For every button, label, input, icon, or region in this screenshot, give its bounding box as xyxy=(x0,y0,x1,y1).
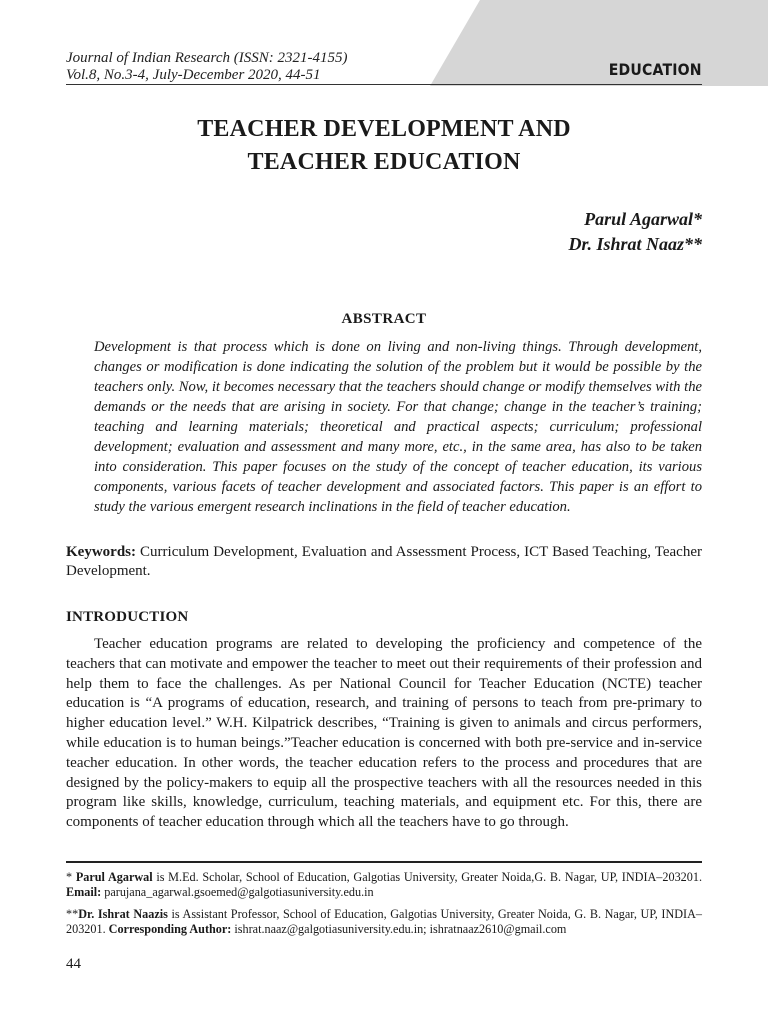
author-list xyxy=(568,207,702,257)
abstract-heading: ABSTRACT xyxy=(341,311,427,327)
journal-volume-line: Vol.8, No.3-4, July-December 2020, 44-51 xyxy=(66,67,321,83)
journal-citation xyxy=(66,50,347,84)
header-rule xyxy=(66,84,702,85)
footnote-marker: ** xyxy=(66,907,79,921)
author-1: Parul Agarwal* xyxy=(584,209,702,229)
journal-name-line: Journal of Indian Research (ISSN: 2321-4155) xyxy=(66,50,348,66)
footnote-author-2 xyxy=(66,907,702,937)
footnote-contact-label: Email: xyxy=(66,885,102,899)
paper-title xyxy=(66,113,702,179)
footnote-author-name: Parul Agarwal xyxy=(75,870,153,884)
footnote-description: is M.Ed. Scholar, School of Education, Galgotias University, Greater Noida,G. B. Nagar, UP, INDIA–203201. xyxy=(152,870,703,884)
introduction-text: Teacher education programs are related to developing the proficiency and competence of the teachers that can motivate and empower the teacher to meet out their requirements of their profession and help them to face the challenges. As per National Council for Teacher Education (NCTE) teacher education is “A programs of education, research, and training of persons to teach from pre-primary to higher education level.” W.H. Kilpatrick describes, “Training is given to animals and circus performers, while education is to human beings.”Teacher education is concerned with both pre-service and in-service teacher education. In other words, the teacher education refers to the process and procedures that are designed by the policy-makers to equip all the prospective teachers with all the resources needed in this program like skills, knowledge, curriculum, teaching materials, and equipment etc. For this, there are components of teacher education through which all the teachers have to go through. xyxy=(66,636,702,831)
footnote-author-1 xyxy=(66,870,702,900)
keywords-label: Keywords: xyxy=(66,544,136,560)
footnote-contact: ishrat.naaz@galgotiasuniversity.edu.in; ishratnaaz2610@gmail.com xyxy=(231,922,567,936)
abstract-text: Development is that process which is done on living and non-living things. Through development, changes or modification is done indicating the solution of the problem but it would be possible by the teachers only. Now, it becomes necessary that the teachers should change or modify themselves with the demands or the needs that are arising in society. For that change; change in the teacher’s training; teaching and learning materials; theoretical and practical aspects; curriculum; professional development; evaluation and assessment and many more, etc., in the same area, has also to be taken into consideration. This paper focuses on the study of the concept of teacher education, its various components, various facets of teacher development and associated factors. This paper is an effort to study the various emergent research inclinations in the field of teacher education. xyxy=(94,339,702,515)
keywords-text: Curriculum Development, Evaluation and Assessment Process, ICT Based Teaching, Teacher Development. xyxy=(66,544,702,579)
keywords xyxy=(66,543,702,581)
page-number: 44 xyxy=(66,956,81,972)
footnote-marker: * xyxy=(66,870,76,884)
title-line-2: TEACHER EDUCATION xyxy=(247,149,521,175)
footnote-rule xyxy=(66,861,702,863)
footnote-contact: parujana_agarwal.gsoemed@galgotiasuniversity.edu.in xyxy=(101,885,374,899)
introduction-heading: INTRODUCTION xyxy=(66,609,189,625)
footnote-author-name: Dr. Ishrat Naazis xyxy=(78,907,168,921)
footnote-description: is Assistant Professor, School of Education, Galgotias University, Greater Noida, G. B. Nagar, UP, INDIA– 203201. xyxy=(66,907,702,936)
footnote-contact-label: Corresponding Author: xyxy=(108,922,232,936)
title-line-1: TEACHER DEVELOPMENT AND xyxy=(197,116,571,142)
section-tag: EDUCATION xyxy=(608,60,702,79)
author-2: Dr. Ishrat Naaz** xyxy=(568,234,702,254)
